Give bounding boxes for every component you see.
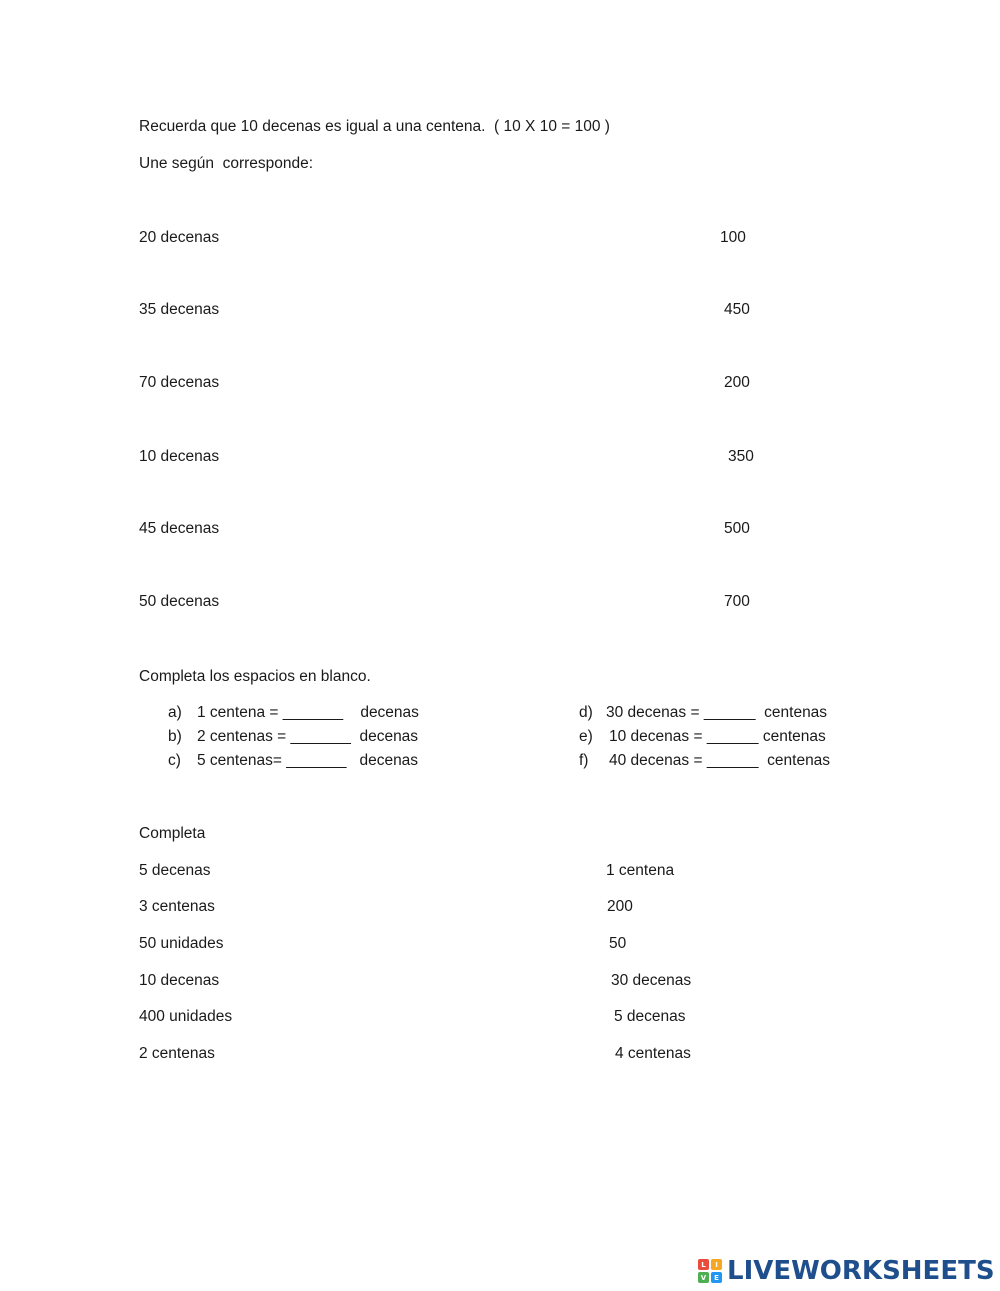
- complete-left-item[interactable]: 5 decenas: [139, 862, 211, 879]
- blanks-title: Completa los espacios en blanco.: [139, 668, 371, 685]
- match-left-item[interactable]: 50 decenas: [139, 593, 220, 610]
- logo-letter-l: L: [698, 1259, 709, 1270]
- blank-item-letter: c): [168, 752, 181, 769]
- blank-item[interactable]: 1 centena = _______ decenas: [197, 704, 419, 721]
- blank-item[interactable]: 10 decenas = ______ centenas: [609, 728, 826, 745]
- logo-letter-e: E: [711, 1272, 722, 1283]
- match-left-item[interactable]: 10 decenas: [139, 448, 220, 465]
- liveworksheets-logo: [698, 1256, 995, 1286]
- logo-letter-v: V: [698, 1272, 709, 1283]
- match-left-item[interactable]: 70 decenas: [139, 374, 220, 391]
- blank-item[interactable]: 40 decenas = ______ centenas: [609, 752, 831, 769]
- blank-item-letter: e): [579, 728, 593, 745]
- complete-left-item[interactable]: 400 unidades: [139, 1008, 233, 1025]
- match-right-item[interactable]: 700: [724, 593, 750, 610]
- complete-left-item[interactable]: 3 centenas: [139, 898, 215, 915]
- blank-item-letter: b): [168, 728, 182, 745]
- match-instruction: Une según corresponde:: [139, 155, 314, 172]
- blank-item[interactable]: 30 decenas = ______ centenas: [606, 704, 828, 721]
- complete-right-item[interactable]: 200: [607, 898, 633, 915]
- complete-title: Completa: [139, 825, 206, 842]
- reminder-text: Recuerda que 10 decenas es igual a una centena. ( 10 X 10 = 100 ): [139, 118, 610, 135]
- logo-letter-i: I: [711, 1259, 722, 1270]
- match-right-item[interactable]: 450: [724, 301, 750, 318]
- blank-item-letter: d): [579, 704, 593, 721]
- match-left-item[interactable]: 45 decenas: [139, 520, 220, 537]
- blank-item-letter: f): [579, 752, 589, 769]
- match-right-item[interactable]: 100: [720, 229, 746, 246]
- blank-item[interactable]: 5 centenas= _______ decenas: [197, 752, 419, 769]
- complete-left-item[interactable]: 50 unidades: [139, 935, 224, 952]
- match-left-item[interactable]: 35 decenas: [139, 301, 220, 318]
- match-right-item[interactable]: 200: [724, 374, 750, 391]
- logo-text: LIVEWORKSHEETS: [727, 1256, 995, 1286]
- blank-item-letter: a): [168, 704, 182, 721]
- complete-left-item[interactable]: 2 centenas: [139, 1045, 215, 1062]
- match-left-item[interactable]: 20 decenas: [139, 229, 220, 246]
- match-right-item[interactable]: 350: [728, 448, 754, 465]
- complete-right-item[interactable]: 4 centenas: [615, 1045, 691, 1062]
- blank-item[interactable]: 2 centenas = _______ decenas: [197, 728, 419, 745]
- complete-left-item[interactable]: 10 decenas: [139, 972, 220, 989]
- complete-right-item[interactable]: 50: [609, 935, 627, 952]
- complete-right-item[interactable]: 1 centena: [606, 862, 675, 879]
- complete-right-item[interactable]: 30 decenas: [611, 972, 692, 989]
- complete-right-item[interactable]: 5 decenas: [614, 1008, 686, 1025]
- match-right-item[interactable]: 500: [724, 520, 750, 537]
- logo-mark-icon: [698, 1259, 722, 1283]
